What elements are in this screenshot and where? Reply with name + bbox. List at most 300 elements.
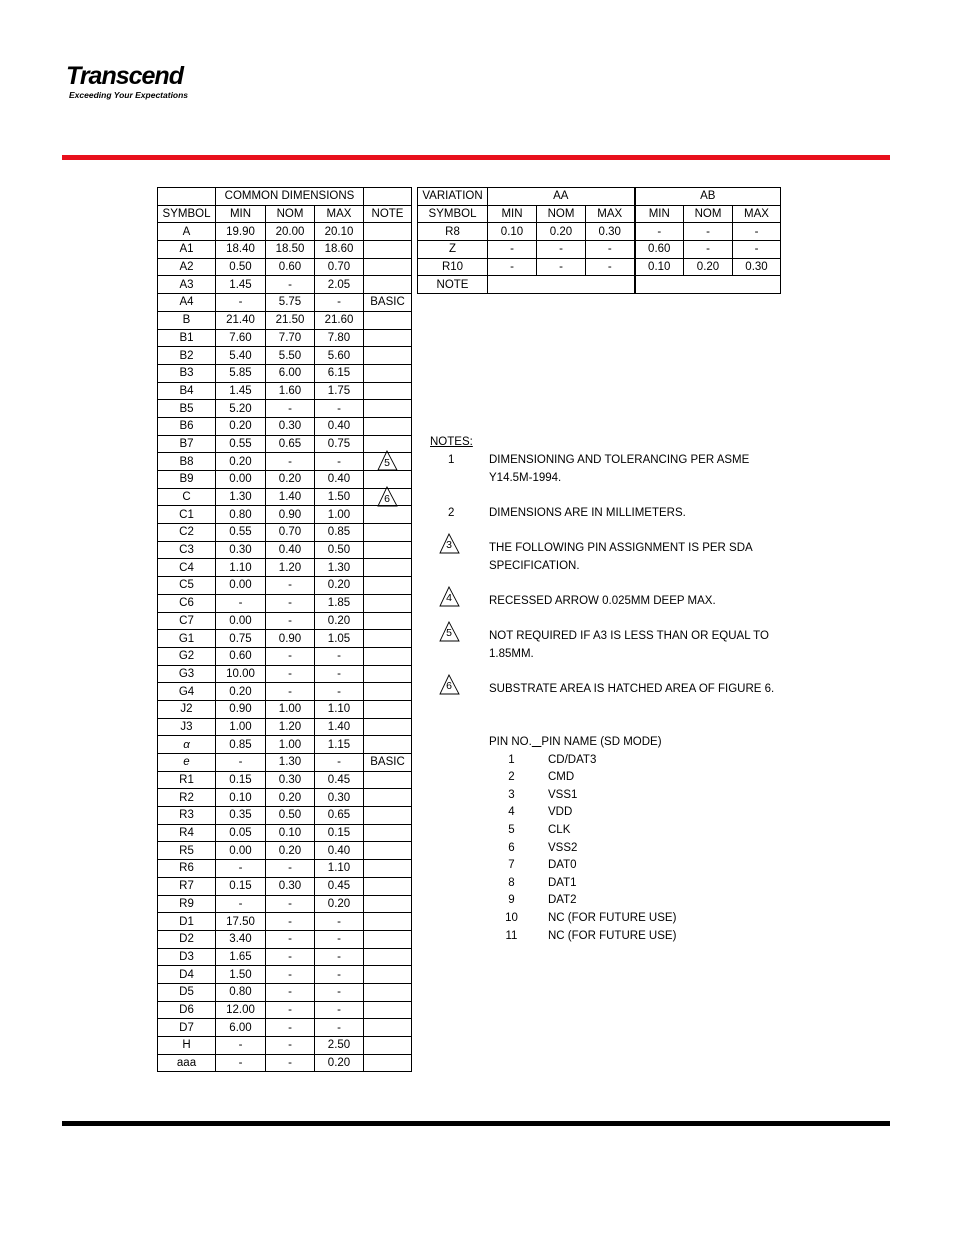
cell-max: 1.50: [315, 488, 364, 506]
table-row: [158, 665, 412, 683]
cell-symbol: R2: [158, 789, 216, 807]
note-triangle-icon: [438, 585, 460, 607]
cell-max: 0.20: [315, 612, 364, 630]
cell-min: 5.85: [216, 364, 266, 382]
table-row: [158, 842, 412, 860]
cell-note: [364, 736, 412, 754]
cell-note: [364, 647, 412, 665]
cell-nom: 20.00: [266, 223, 315, 241]
variation-note-label: NOTE: [418, 276, 488, 294]
cell-min: 12.00: [216, 1001, 266, 1019]
table-row: [158, 276, 412, 294]
pin-number: 11: [505, 929, 518, 942]
cell-max: -: [315, 754, 364, 772]
cell-min: 0.00: [216, 842, 266, 860]
note-marker: 2: [448, 507, 455, 519]
cell-note: [364, 683, 412, 701]
table-row: [418, 258, 781, 276]
cell-note: BASIC: [364, 754, 412, 772]
var-cell-value: 0.20: [684, 258, 733, 276]
pin-name: DAT0: [548, 859, 577, 872]
var-cell-value: -: [733, 223, 781, 241]
cell-max: 0.45: [315, 877, 364, 895]
var-cell-value: 0.20: [537, 223, 586, 241]
cell-min: 0.20: [216, 683, 266, 701]
note-marker: 6: [446, 680, 452, 692]
cell-nom: -: [266, 683, 315, 701]
cell-symbol: R6: [158, 860, 216, 878]
table-row: [158, 541, 412, 559]
cell-note: BASIC: [364, 294, 412, 312]
table-row: [418, 223, 781, 241]
cell-note: [364, 577, 412, 595]
cell-symbol: aaa: [158, 1054, 216, 1072]
note-triangle-icon: [376, 449, 398, 471]
cell-note: [364, 807, 412, 825]
cell-min: 5.40: [216, 347, 266, 365]
cell-nom: -: [266, 1001, 315, 1019]
cell-min: 0.20: [216, 417, 266, 435]
cell-min: 0.00: [216, 612, 266, 630]
cell-min: 0.15: [216, 877, 266, 895]
table-row: [158, 700, 412, 718]
cell-note: [364, 789, 412, 807]
pin-list-header: [489, 734, 662, 752]
cell-symbol: B1: [158, 329, 216, 347]
cell-max: -: [315, 983, 364, 1001]
pin-no-header: PIN NO.: [489, 736, 532, 748]
logo-tagline: Exceeding Your Expectations: [69, 90, 189, 100]
cell-max: 0.20: [315, 577, 364, 595]
note-triangle-icon: [438, 620, 460, 642]
cell-min: 0.80: [216, 983, 266, 1001]
cell-note: [364, 983, 412, 1001]
col-header-min: MIN: [216, 205, 266, 223]
cell-min: 1.45: [216, 276, 266, 294]
cell-max: -: [315, 1001, 364, 1019]
note-text: DIMENSIONS ARE IN MILLIMETERS.: [489, 507, 686, 519]
cell-min: 0.35: [216, 807, 266, 825]
cell-nom: -: [266, 1037, 315, 1055]
cell-symbol: D3: [158, 948, 216, 966]
cell-nom: -: [266, 860, 315, 878]
cell-nom: 0.20: [266, 842, 315, 860]
table-row: [158, 807, 412, 825]
pin-number: 1: [508, 753, 515, 766]
table-row: [158, 329, 412, 347]
cell-nom: 0.70: [266, 524, 315, 542]
cell-nom: 0.30: [266, 877, 315, 895]
var-cell-value: -: [684, 241, 733, 259]
cell-nom: 0.10: [266, 824, 315, 842]
cell-note: [364, 771, 412, 789]
table-row: [158, 435, 412, 453]
table-row: [158, 860, 412, 878]
cell-note: [364, 665, 412, 683]
cell-max: 6.15: [315, 364, 364, 382]
cell-symbol: A1: [158, 241, 216, 259]
table-row: [158, 577, 412, 595]
var-col-aa-nom: NOM: [537, 205, 586, 223]
dimensions-group-header: COMMON DIMENSIONS: [216, 188, 364, 206]
var-cell-value: 0.10: [635, 258, 684, 276]
cell-max: 0.15: [315, 824, 364, 842]
cell-max: 1.15: [315, 736, 364, 754]
note-triangle-icon: [438, 673, 460, 695]
table-row: [158, 966, 412, 984]
cell-nom: -: [266, 612, 315, 630]
table-row: [158, 930, 412, 948]
cell-nom: -: [266, 913, 315, 931]
var-cell-symbol: R10: [418, 258, 488, 276]
table-row: [158, 877, 412, 895]
cell-max: 0.20: [315, 895, 364, 913]
cell-min: 21.40: [216, 311, 266, 329]
table-row: [158, 1001, 412, 1019]
cell-min: 1.50: [216, 966, 266, 984]
pin-name: CD/DAT3: [548, 753, 597, 766]
cell-min: 18.40: [216, 241, 266, 259]
table-row: [158, 347, 412, 365]
header-blank-cell: [364, 188, 412, 206]
cell-min: 0.90: [216, 700, 266, 718]
cell-note: [364, 524, 412, 542]
table-row: [158, 647, 412, 665]
cell-nom: 21.50: [266, 311, 315, 329]
variation-group-header-row: [418, 188, 781, 206]
table-row: [158, 895, 412, 913]
cell-symbol: C5: [158, 577, 216, 595]
cell-min: 7.60: [216, 329, 266, 347]
cell-max: -: [315, 665, 364, 683]
cell-note: [364, 700, 412, 718]
table-row: [158, 400, 412, 418]
variation-note-ab: [635, 276, 781, 294]
table-row: [158, 311, 412, 329]
cell-max: 1.05: [315, 630, 364, 648]
variation-corner: VARIATION: [418, 188, 488, 206]
cell-nom: 1.00: [266, 700, 315, 718]
cell-nom: 0.90: [266, 630, 315, 648]
cell-max: 0.20: [315, 1054, 364, 1072]
note-triangle-number: 6: [384, 492, 390, 505]
table-row: [158, 771, 412, 789]
cell-min: 1.65: [216, 948, 266, 966]
cell-max: 0.65: [315, 807, 364, 825]
cell-nom: 0.20: [266, 471, 315, 489]
cell-nom: 0.60: [266, 258, 315, 276]
table-row: [158, 1037, 412, 1055]
table-row: [158, 718, 412, 736]
note-marker: 5: [446, 627, 452, 639]
table-row: [158, 258, 412, 276]
dimensions-group-header-row: [158, 188, 412, 206]
list-item: [489, 804, 662, 822]
var-cell-value: -: [488, 241, 537, 259]
table-row: [158, 382, 412, 400]
table-row: [158, 488, 412, 506]
cell-nom: 5.50: [266, 347, 315, 365]
var-cell-value: 0.30: [733, 258, 781, 276]
var-cell-value: -: [684, 223, 733, 241]
cell-max: 1.00: [315, 506, 364, 524]
cell-max: -: [315, 913, 364, 931]
list-item: [489, 840, 662, 858]
cell-note: [364, 930, 412, 948]
cell-note: [364, 895, 412, 913]
pin-number: 7: [508, 859, 515, 872]
cell-max: -: [315, 930, 364, 948]
cell-min: 5.20: [216, 400, 266, 418]
cell-nom: -: [266, 930, 315, 948]
table-row: [158, 913, 412, 931]
table-row: [158, 294, 412, 312]
table-row: [158, 612, 412, 630]
cell-max: 0.40: [315, 842, 364, 860]
cell-symbol: A: [158, 223, 216, 241]
variation-table: [417, 187, 781, 294]
cell-max: 2.50: [315, 1037, 364, 1055]
cell-symbol: A4: [158, 294, 216, 312]
cell-symbol: B2: [158, 347, 216, 365]
cell-symbol: J2: [158, 700, 216, 718]
list-item: [489, 928, 677, 946]
table-row: [418, 241, 781, 259]
cell-nom: -: [266, 948, 315, 966]
pin-number: 3: [508, 788, 515, 801]
table-row: [158, 559, 412, 577]
table-row: [158, 506, 412, 524]
cell-min: 0.60: [216, 647, 266, 665]
cell-note: [364, 364, 412, 382]
table-row: [158, 453, 412, 471]
list-item: [489, 769, 662, 787]
cell-max: -: [315, 400, 364, 418]
pin-name: VDD: [548, 806, 573, 819]
note-triangle-number: 5: [384, 457, 390, 470]
cell-nom: -: [266, 594, 315, 612]
cell-min: -: [216, 594, 266, 612]
cell-nom: -: [266, 647, 315, 665]
variation-group-aa: AA: [488, 188, 635, 206]
cell-max: 1.30: [315, 559, 364, 577]
cell-symbol: α: [158, 736, 216, 754]
cell-nom: 0.20: [266, 789, 315, 807]
cell-note: [364, 311, 412, 329]
cell-symbol: C6: [158, 594, 216, 612]
cell-max: 2.05: [315, 276, 364, 294]
table-row: [158, 736, 412, 754]
cell-nom: 0.30: [266, 771, 315, 789]
cell-note: [364, 453, 412, 471]
cell-min: 0.50: [216, 258, 266, 276]
cell-symbol: B7: [158, 435, 216, 453]
cell-symbol: D7: [158, 1019, 216, 1037]
cell-note: [364, 223, 412, 241]
cell-min: 0.55: [216, 435, 266, 453]
variation-note-row: [418, 276, 781, 294]
cell-symbol: C2: [158, 524, 216, 542]
pin-name: DAT1: [548, 876, 577, 889]
cell-nom: 7.70: [266, 329, 315, 347]
note-triangle-icon: [376, 485, 398, 507]
list-item: [489, 752, 662, 770]
cell-nom: 1.30: [266, 754, 315, 772]
cell-symbol: D5: [158, 983, 216, 1001]
cell-min: 0.75: [216, 630, 266, 648]
cell-note: [364, 347, 412, 365]
cell-min: 6.00: [216, 1019, 266, 1037]
cell-note: [364, 842, 412, 860]
cell-nom: 1.20: [266, 559, 315, 577]
cell-nom: -: [266, 453, 315, 471]
cell-max: 1.10: [315, 860, 364, 878]
cell-min: 0.80: [216, 506, 266, 524]
cell-symbol: B5: [158, 400, 216, 418]
pin-name-header: PIN NAME (SD MODE): [541, 736, 662, 748]
cell-nom: -: [266, 400, 315, 418]
cell-note: [364, 966, 412, 984]
cell-symbol: R4: [158, 824, 216, 842]
cell-max: 18.60: [315, 241, 364, 259]
cell-note: [364, 559, 412, 577]
cell-min: -: [216, 1054, 266, 1072]
cell-max: 0.30: [315, 789, 364, 807]
cell-max: 0.45: [315, 771, 364, 789]
cell-note: [364, 860, 412, 878]
cell-symbol: A2: [158, 258, 216, 276]
transcend-logo: [66, 62, 188, 100]
table-row: [158, 754, 412, 772]
pin-number: 6: [508, 841, 515, 854]
cell-symbol: D4: [158, 966, 216, 984]
cell-note: [364, 258, 412, 276]
var-cell-symbol: Z: [418, 241, 488, 259]
pin-name: DAT2: [548, 894, 577, 907]
var-cell-value: 0.60: [635, 241, 684, 259]
list-item: [489, 892, 662, 910]
cell-min: 3.40: [216, 930, 266, 948]
cell-note: [364, 1037, 412, 1055]
var-cell-value: 0.30: [586, 223, 635, 241]
var-cell-value: -: [635, 223, 684, 241]
cell-nom: 0.30: [266, 417, 315, 435]
cell-note: [364, 948, 412, 966]
var-cell-value: -: [537, 241, 586, 259]
cell-symbol: D6: [158, 1001, 216, 1019]
table-row: [158, 417, 412, 435]
table-row: [158, 1019, 412, 1037]
var-col-symbol: SYMBOL: [418, 205, 488, 223]
col-header-symbol: SYMBOL: [158, 205, 216, 223]
table-row: [158, 471, 412, 489]
cell-min: -: [216, 860, 266, 878]
cell-nom: 6.00: [266, 364, 315, 382]
note-text: THE FOLLOWING PIN ASSIGNMENT IS PER SDA SPECIFICATION.: [489, 542, 753, 572]
cell-min: 17.50: [216, 913, 266, 931]
pin-assignment-list: [489, 734, 677, 945]
cell-symbol: A3: [158, 276, 216, 294]
cell-max: -: [315, 647, 364, 665]
cell-note: [364, 329, 412, 347]
cell-nom: 0.40: [266, 541, 315, 559]
note-marker: 3: [446, 539, 452, 551]
table-row: [158, 364, 412, 382]
cell-note: [364, 382, 412, 400]
cell-note: [364, 417, 412, 435]
var-cell-value: -: [586, 258, 635, 276]
cell-note: [364, 400, 412, 418]
cell-note: [364, 276, 412, 294]
note-text: SUBSTRATE AREA IS HATCHED AREA OF FIGURE 6.: [489, 683, 775, 695]
pin-name: VSS2: [548, 841, 578, 854]
cell-max: 21.60: [315, 311, 364, 329]
cell-max: -: [315, 683, 364, 701]
variation-group-ab: AB: [635, 188, 781, 206]
cell-symbol: B: [158, 311, 216, 329]
footer-rule: [62, 1121, 890, 1126]
cell-max: -: [315, 948, 364, 966]
cell-note: [364, 594, 412, 612]
cell-max: 7.80: [315, 329, 364, 347]
cell-min: 1.00: [216, 718, 266, 736]
cell-nom: 0.50: [266, 807, 315, 825]
cell-min: 19.90: [216, 223, 266, 241]
cell-max: 1.85: [315, 594, 364, 612]
cell-symbol: C7: [158, 612, 216, 630]
cell-note: [364, 630, 412, 648]
table-row: [158, 983, 412, 1001]
cell-nom: -: [266, 983, 315, 1001]
cell-min: 0.05: [216, 824, 266, 842]
cell-max: 0.50: [315, 541, 364, 559]
cell-min: 0.15: [216, 771, 266, 789]
cell-max: 1.75: [315, 382, 364, 400]
list-item: [489, 875, 662, 893]
logo-wordmark: Transcend: [66, 62, 183, 90]
cell-symbol: C1: [158, 506, 216, 524]
var-cell-symbol: R8: [418, 223, 488, 241]
cell-min: -: [216, 294, 266, 312]
cell-symbol: G3: [158, 665, 216, 683]
cell-min: 1.10: [216, 559, 266, 577]
dimensions-column-header-row: [158, 205, 412, 223]
pin-number: 10: [505, 911, 518, 924]
cell-min: 0.00: [216, 471, 266, 489]
cell-max: 20.10: [315, 223, 364, 241]
cell-nom: 1.60: [266, 382, 315, 400]
cell-note: [364, 241, 412, 259]
cell-symbol: G2: [158, 647, 216, 665]
cell-min: 0.30: [216, 541, 266, 559]
cell-nom: 1.40: [266, 488, 315, 506]
note-marker: 1: [448, 454, 455, 466]
list-item: [489, 787, 662, 805]
table-row: [158, 223, 412, 241]
pin-name: VSS1: [548, 788, 578, 801]
var-cell-value: -: [733, 241, 781, 259]
cell-nom: 0.65: [266, 435, 315, 453]
cell-nom: -: [266, 895, 315, 913]
list-item: [489, 822, 662, 840]
var-col-ab-nom: NOM: [684, 205, 733, 223]
cell-note: [364, 913, 412, 931]
header-rule: [62, 155, 890, 160]
variation-note-aa: [488, 276, 635, 294]
cell-symbol: B8: [158, 453, 216, 471]
list-item: [489, 857, 662, 875]
cell-min: 0.20: [216, 453, 266, 471]
